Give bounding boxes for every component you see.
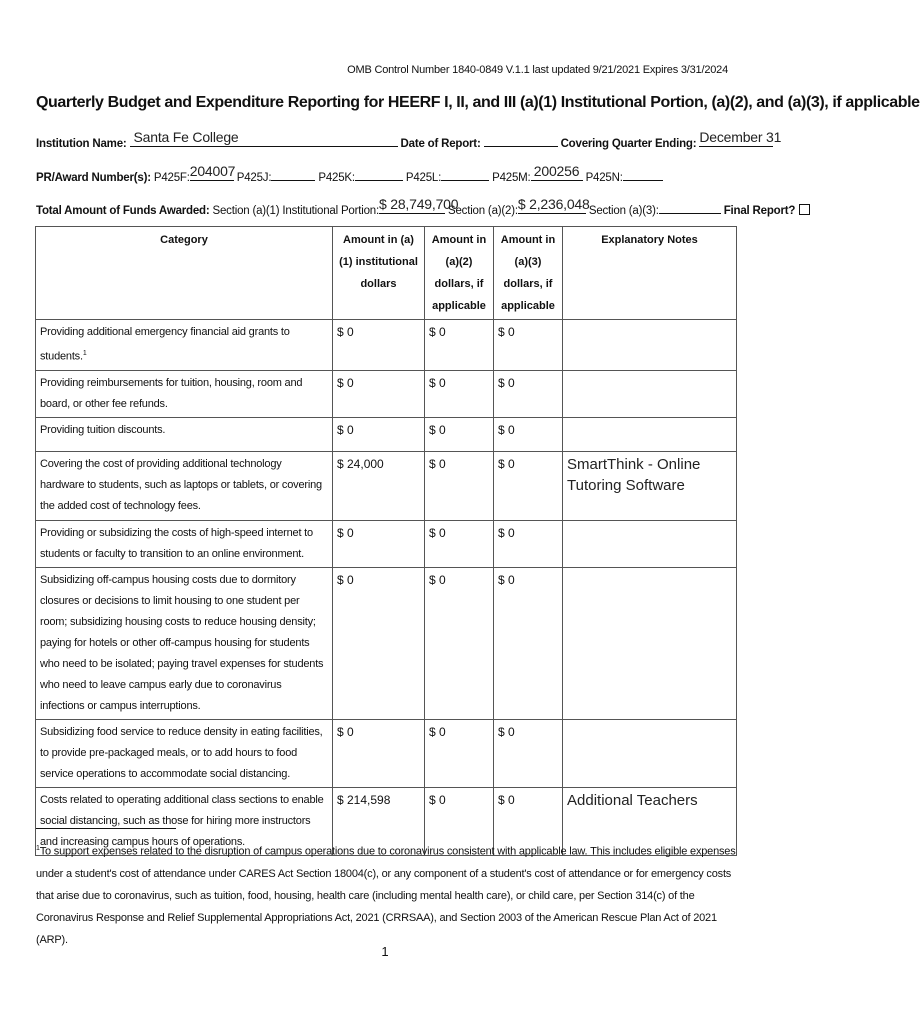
row-amount-a3[interactable]: $ 0 <box>494 451 563 520</box>
row-notes[interactable] <box>563 567 737 719</box>
row-amount-a2[interactable]: $ 0 <box>425 567 494 719</box>
row-notes[interactable] <box>563 520 737 567</box>
p425k-label: P425K: <box>318 172 355 184</box>
award-number-row <box>36 163 663 184</box>
row-amount-a2[interactable]: $ 0 <box>425 370 494 417</box>
header-amount-a3: Amount in (a)(3) dollars, if applicable <box>494 227 563 320</box>
final-report-checkbox[interactable] <box>799 204 810 215</box>
row-amount-a2[interactable]: $ 0 <box>425 451 494 520</box>
row-category: Covering the cost of providing additional technology hardware to students, such as laptops or tablets, or covering the added cost of technology fees. <box>36 451 333 520</box>
section-a2-value: $ 2,236,048 <box>517 196 590 212</box>
omb-control-number: OMB Control Number 1840-0849 V.1.1 last updated 9/21/2021 Expires 3/31/2024 <box>347 64 728 76</box>
header-amount-a2: Amount in (a)(2) dollars, if applicable <box>425 227 494 320</box>
row-category: Providing or subsidizing the costs of high-speed internet to students or faculty to transition to an online environment. <box>36 520 333 567</box>
row-amount-a3[interactable]: $ 0 <box>494 567 563 719</box>
p425l-field[interactable] <box>441 168 489 181</box>
expenditure-table <box>35 226 737 856</box>
row-amount-a3[interactable]: $ 0 <box>494 719 563 787</box>
p425m-value: 200256 <box>533 163 580 179</box>
row-amount-a3[interactable]: $ 0 <box>494 417 563 451</box>
table-header-row <box>36 227 737 320</box>
row-amount-a1[interactable]: $ 0 <box>333 520 425 567</box>
row-amount-a1[interactable]: $ 0 <box>333 370 425 417</box>
row-notes[interactable] <box>563 417 737 451</box>
header-category: Category <box>36 227 333 320</box>
award-number-label: PR/Award Number(s): <box>36 172 151 184</box>
institution-name-value: Santa Fe College <box>133 129 239 145</box>
section-a1-field[interactable] <box>378 196 459 214</box>
footnote <box>36 838 736 951</box>
footnote-ref: 1 <box>82 350 87 357</box>
total-funds-row <box>36 196 810 217</box>
quarter-ending-field[interactable] <box>699 129 782 147</box>
row-amount-a1[interactable]: $ 214,598 <box>333 787 425 855</box>
row-category: Subsidizing food service to reduce density in eating facilities, to provide pre-packaged meals, or to add hours to food service operations to accommodate social distancing. <box>36 719 333 787</box>
row-notes[interactable] <box>563 320 737 371</box>
final-report-label: Final Report? <box>723 205 796 217</box>
row-amount-a3[interactable]: $ 0 <box>494 520 563 567</box>
institution-label: Institution Name: <box>36 138 127 150</box>
date-of-report-label: Date of Report: <box>400 138 481 150</box>
row-category: Providing tuition discounts. <box>36 417 333 451</box>
institution-row <box>36 129 782 150</box>
section-a3-label: Section (a)(3): <box>588 205 659 217</box>
row-amount-a3[interactable]: $ 0 <box>494 320 563 371</box>
footnote-divider <box>36 828 176 829</box>
header-amount-a1: Amount in (a)(1) institutional dollars <box>333 227 425 320</box>
section-a3-field[interactable] <box>659 201 721 214</box>
table-row <box>36 520 737 567</box>
row-category: Providing reimbursements for tuition, housing, room and board, or other fee refunds. <box>36 370 333 417</box>
p425m-field[interactable] <box>531 163 583 181</box>
table-row <box>36 567 737 719</box>
row-category <box>36 320 333 371</box>
table-row <box>36 451 737 520</box>
row-amount-a1[interactable]: $ 0 <box>333 719 425 787</box>
section-a2-label: Section (a)(2): <box>447 205 518 217</box>
row-amount-a3[interactable]: $ 0 <box>494 787 563 855</box>
table-row <box>36 320 737 371</box>
p425m-label: P425M: <box>492 172 531 184</box>
footnote-text: To support expenses related to the disruption of campus operations due to coronavirus consistent with applicable law. This includes eligible expenses under a student's cost of attendance under CARES Act Section 18004(c), or any component of a student's cost of attendance or for emergency costs that arise due to coronavirus, such as tuition, food, housing, health care (including mental health care), or child care, per Section 314(c) of the Coronavirus Response and Relief Supplemental Appropriations Act, 2021 (CRRSAA), and Section 2003 of the American Rescue Plan Act of 2021 (ARP). <box>36 845 736 946</box>
table-row <box>36 719 737 787</box>
total-funds-label: Total Amount of Funds Awarded: <box>36 205 210 217</box>
row-notes[interactable] <box>563 370 737 417</box>
section-a1-value: $ 28,749,700 <box>378 196 459 212</box>
quarter-ending-label: Covering Quarter Ending: <box>560 138 697 150</box>
p425n-field[interactable] <box>623 168 663 181</box>
date-of-report-field[interactable] <box>484 134 558 147</box>
row-notes[interactable] <box>563 719 737 787</box>
p425j-field[interactable] <box>271 168 315 181</box>
row-amount-a2[interactable]: $ 0 <box>425 719 494 787</box>
header-explanatory-notes: Explanatory Notes <box>563 227 737 320</box>
p425j-label: P425J: <box>236 172 272 184</box>
row-amount-a3[interactable]: $ 0 <box>494 370 563 417</box>
row-category: Costs related to operating additional class sections to enable social distancing, such as those for hiring more instructors and increasing campus hours of operations. <box>36 787 333 855</box>
row-notes[interactable]: SmartThink - Online Tutoring Software <box>563 451 737 520</box>
row-category-text: Providing additional emergency financial aid grants to students. <box>40 326 290 363</box>
row-amount-a1[interactable]: $ 0 <box>333 417 425 451</box>
institution-name-field[interactable] <box>130 129 398 147</box>
row-amount-a2[interactable]: $ 0 <box>425 520 494 567</box>
p425f-field[interactable] <box>189 163 236 181</box>
page-title: Quarterly Budget and Expenditure Reporting for HEERF I, II, and III (a)(1) Institutional Portion, (a)(2), and (a)(3), if applicable <box>36 94 920 111</box>
footnote-marker: 1 <box>36 845 40 852</box>
p425l-label: P425L: <box>405 172 442 184</box>
page-number: 1 <box>381 944 389 959</box>
p425f-label: P425F: <box>153 172 190 184</box>
row-amount-a1[interactable]: $ 0 <box>333 567 425 719</box>
p425f-value: 204007 <box>189 163 236 179</box>
row-amount-a2[interactable]: $ 0 <box>425 417 494 451</box>
row-notes[interactable]: Additional Teachers <box>563 787 737 855</box>
row-amount-a2[interactable]: $ 0 <box>425 787 494 855</box>
row-amount-a1[interactable]: $ 0 <box>333 320 425 371</box>
row-amount-a1[interactable]: $ 24,000 <box>333 451 425 520</box>
table-row <box>36 370 737 417</box>
section-a2-field[interactable] <box>517 196 590 214</box>
table-row <box>36 417 737 451</box>
p425n-label: P425N: <box>585 172 623 184</box>
row-amount-a2[interactable]: $ 0 <box>425 320 494 371</box>
quarter-ending-value: December 31 <box>699 129 782 145</box>
p425k-field[interactable] <box>355 168 403 181</box>
section-a1-label: Section (a)(1) Institutional Portion: <box>212 205 379 217</box>
row-category: Subsidizing off-campus housing costs due to dormitory closures or decisions to limit housing to one student per room; subsidizing housing costs to reduce housing density; paying for hotels or other off-campus housing for students who need to be isolated; paying travel expenses for students who need to leave campus early due to coronavirus infections or campus interruptions. <box>36 567 333 719</box>
